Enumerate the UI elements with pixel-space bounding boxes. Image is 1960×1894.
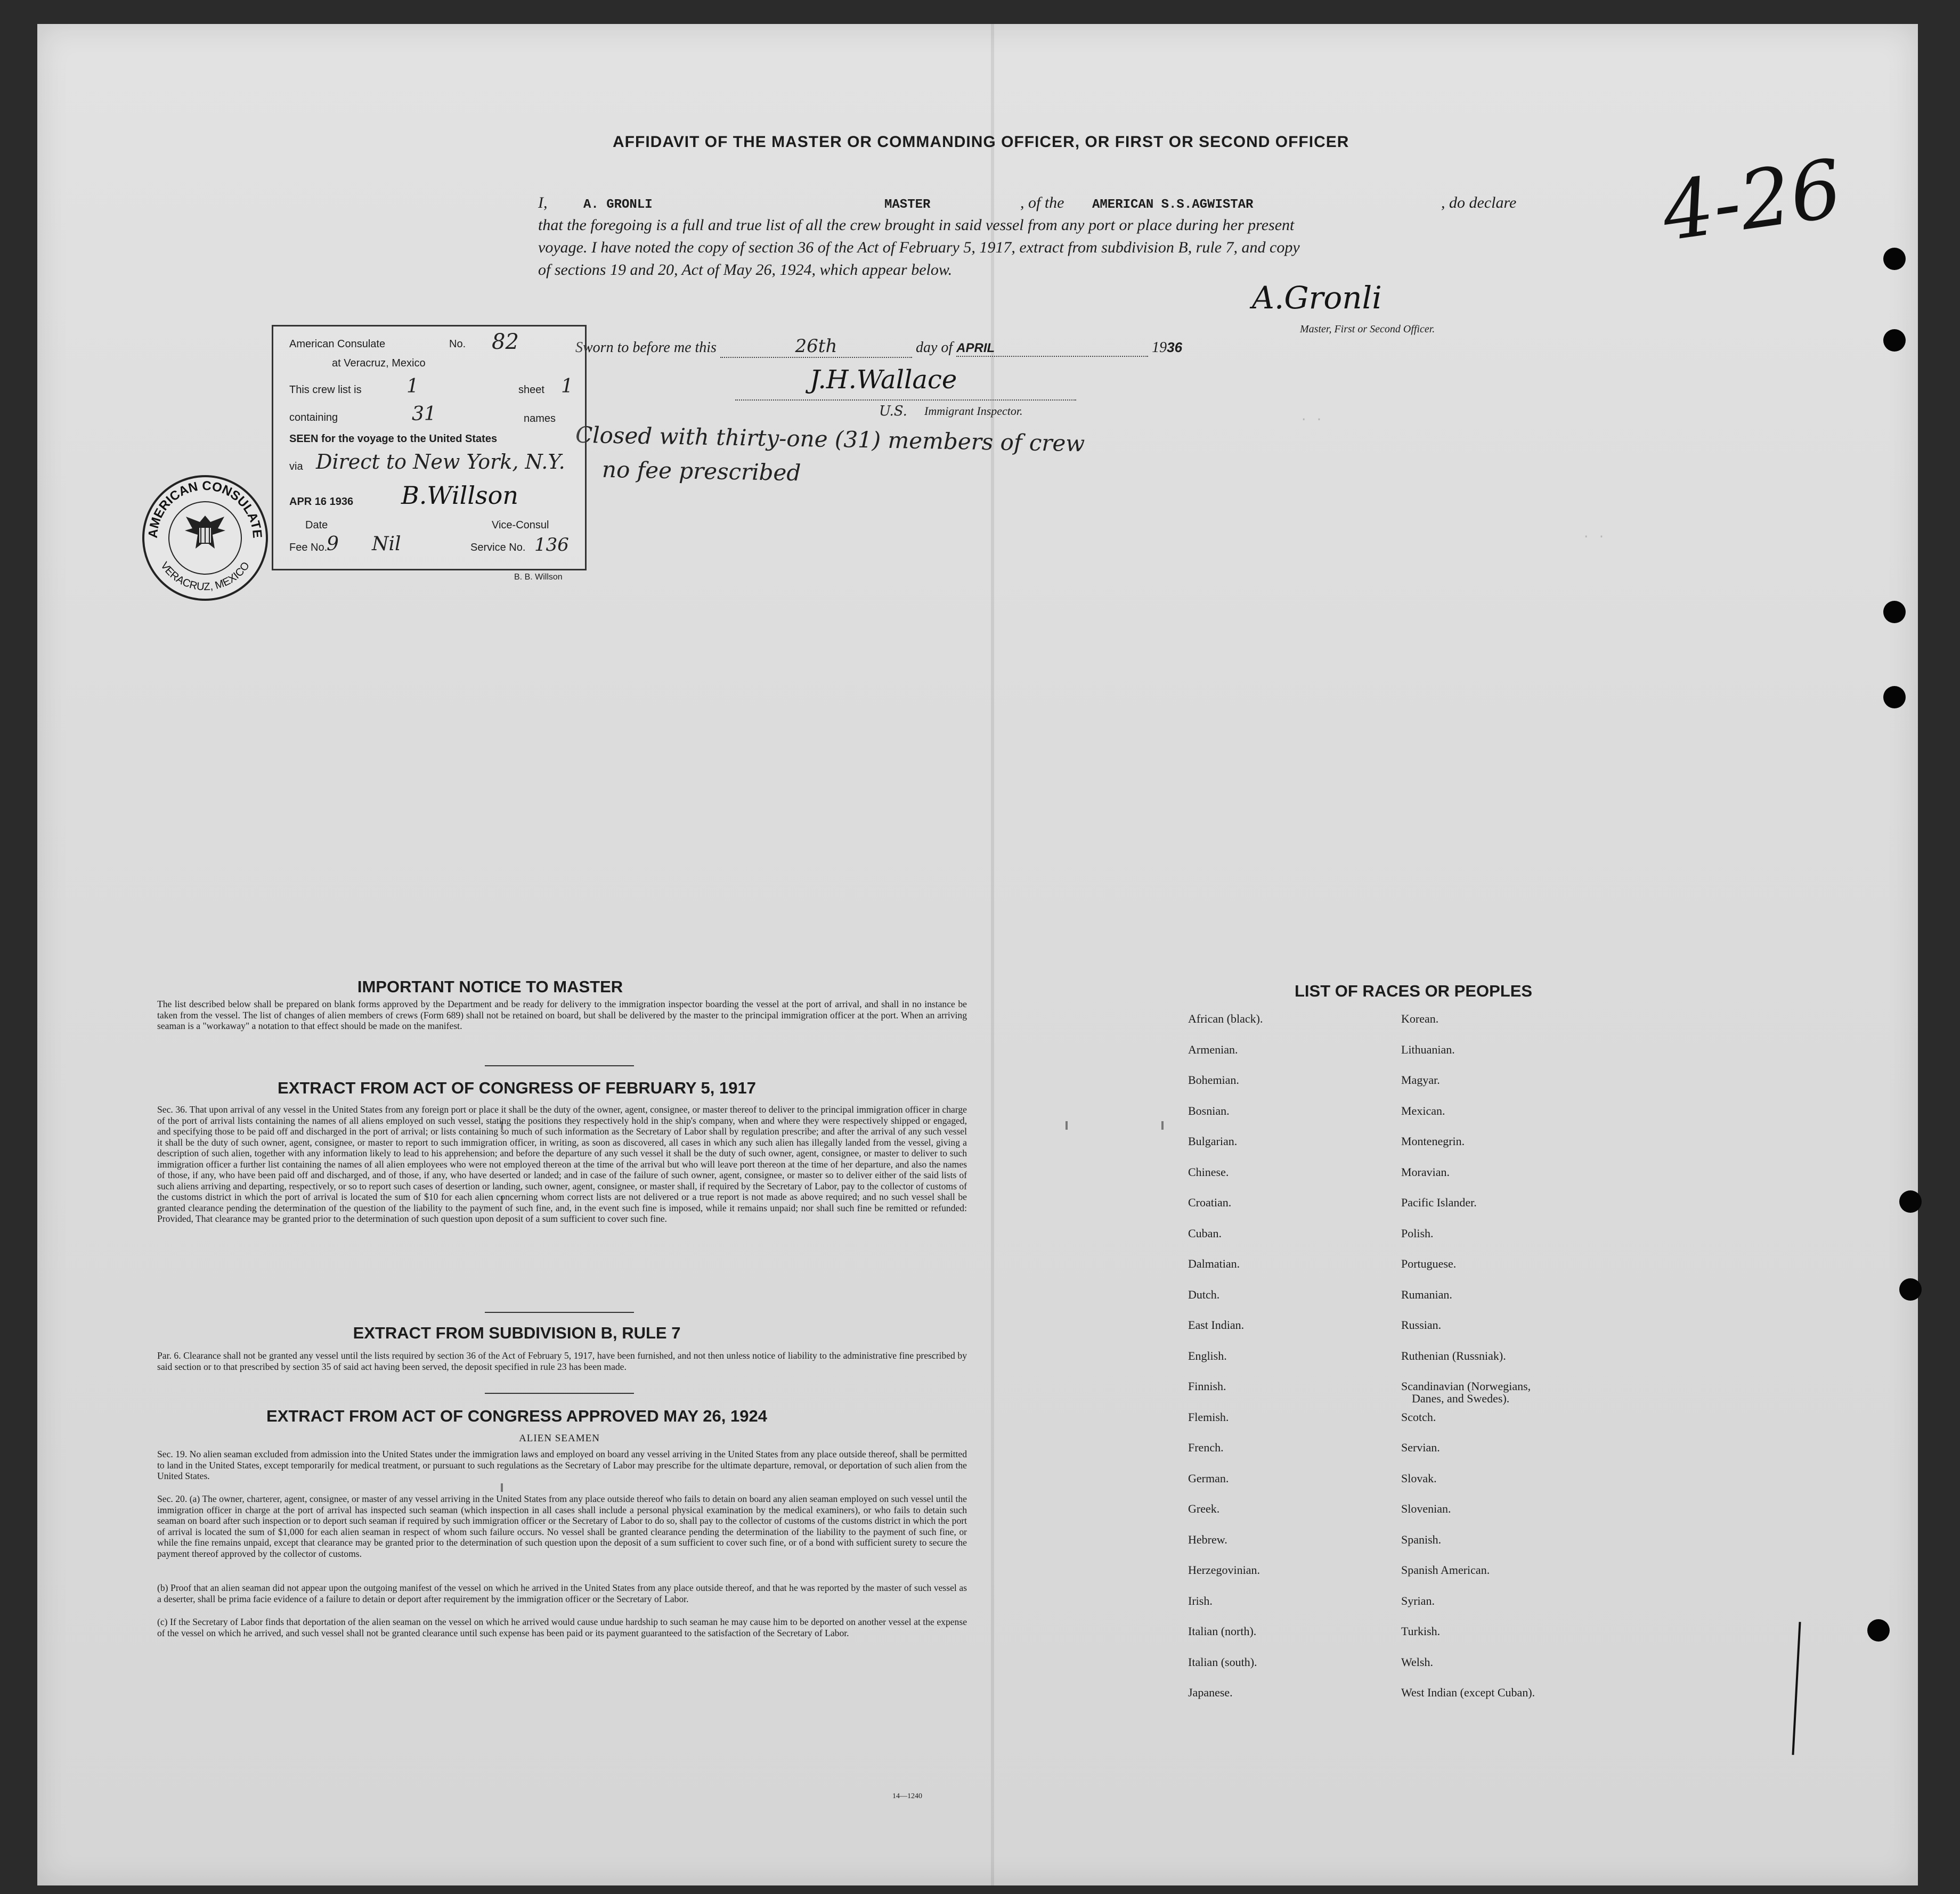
stamp-vice-consul-label: Vice-Consul bbox=[492, 519, 549, 531]
race-item: Scandinavian (Norwegians, bbox=[1401, 1379, 1531, 1393]
form-tick bbox=[501, 1196, 503, 1204]
race-item: Syrian. bbox=[1401, 1594, 1435, 1607]
race-item: French. bbox=[1188, 1441, 1224, 1454]
race-item: Servian. bbox=[1401, 1441, 1440, 1454]
seal-top-text: AMERICAN CONSULATE bbox=[145, 478, 265, 539]
race-item: Moravian. bbox=[1401, 1165, 1450, 1179]
race-item: Slovak. bbox=[1401, 1471, 1437, 1485]
stamp-via-label: via bbox=[289, 461, 303, 472]
stamp-fee-value: 9 bbox=[327, 533, 339, 555]
race-item: Bohemian. bbox=[1188, 1073, 1239, 1087]
section-divider bbox=[485, 1065, 634, 1066]
punch-hole bbox=[1883, 248, 1906, 270]
vessel-field: AMERICAN S.S.AGWISTAR bbox=[1092, 198, 1254, 212]
stamp-consulate: American Consulate bbox=[289, 338, 386, 350]
month-field: APRIL bbox=[956, 341, 1148, 357]
race-item: Dalmatian. bbox=[1188, 1257, 1240, 1270]
stamp-sheet-label: sheet bbox=[518, 384, 544, 396]
race-item: English. bbox=[1188, 1349, 1227, 1362]
stamp-date-label: Date bbox=[305, 519, 328, 531]
stamp-no-label: No. bbox=[449, 338, 466, 350]
race-item: Dutch. bbox=[1188, 1287, 1220, 1301]
race-item: Japanese. bbox=[1188, 1686, 1233, 1699]
stamp-containing-value: 31 bbox=[412, 403, 436, 425]
extract-1917-text: Sec. 36. That upon arrival of any vessel in the United States from any foreign port or place it shall be the duty of the owner, agent, consignee, or master thereof to deliver to the principal immigration officer in charge of the port of arrival lists containing the names of all aliens employed on such vessel, stating the positions they respectively hold in the ship's company, when and where they were respectively shipped or engaged, and specifying those to be paid off and discharged in the port of arrival; or lists containing so much of such information as the Secretary of Labor shall by regulation prescribe; and after the arrival of any such vessel it shall be the duty of such owner, agent, consignee, or master to report to such immigration officer, in writing, as soon as discovered, all cases in which any such alien has illegally landed from the vessel, giving a description of such alien, together with any information likely to lead to his apprehension; and before the departure of any such vessel it shall be the duty of such owner, agent, consignee, or master to deliver to such immigration officer a further list containing the names of all alien employees who were not employed thereon at the time of the arrival but who will leave port thereon at the time of her departure, and also the names of those, if any, who have been paid off and discharged, and of those, if any, who have deserted or landed; and in case of the failure of such owner, agent, consignee, or master so to deliver either of the said lists of such aliens arriving and departing, respectively, or so to report such cases of desertion or landing, such owner, agent, consignee, or master shall, if required by the Secretary of Labor, pay to the collector of customs of the customs district in which the port of arrival is located the sum of $10 for each alien concerning whom correct lists are not delivered or a true report is not made as above required; and no such vessel shall be granted clearance pending the determination of the question of the liability to the payment of such fine, and, in the event such fine is imposed, while it remains unpaid; nor shall such fine be remitted or refunded: Provided, That clearance may be granted prior to the determination of such question upon deposit of a sum sufficient to cover such fine. bbox=[157, 1104, 967, 1224]
sec20b-text: (b) Proof that an alien seaman did not appear upon the outgoing manifest of the vessel on which he arrived in the United States from any place outside thereof, and that he was reported by the master of such vessel as a deserter, shall be prima facie evidence of a failure to detain or deport after requirement by the immigration officer or the Secretary of Labor. bbox=[157, 1582, 967, 1604]
punch-hole bbox=[1899, 1190, 1922, 1213]
page-number-mark: 4-26 bbox=[1656, 142, 1848, 259]
declaration-line-2: that the foregoing is a full and true list of all the crew brought in said vessel from any port or place during her present bbox=[538, 216, 1295, 234]
race-item: Pacific Islander. bbox=[1401, 1196, 1477, 1209]
sec20c-text: (c) If the Secretary of Labor finds that deportation of the alien seaman on the vessel on which he arrived would cause undue hardship to such seaman he may cause him to be deported on another vessel at the expense of the vessel on which he arrived, and such vessel shall not be granted clearance until such expense has been paid or its payment guaranteed to the satisfaction of the Secretary of Labor. bbox=[157, 1617, 967, 1638]
declaration-line-4: of sections 19 and 20, Act of May 26, 1924, which appear below. bbox=[538, 261, 953, 279]
alien-seamen-subheading: ALIEN SEAMEN bbox=[519, 1433, 600, 1444]
race-item: East Indian. bbox=[1188, 1318, 1245, 1332]
section-divider bbox=[485, 1312, 634, 1313]
punch-hole bbox=[1867, 1619, 1890, 1642]
stamp-date: APR 16 1936 bbox=[289, 496, 354, 508]
rule7-text: Par. 6. Clearance shall not be granted any vessel until the lists required by section 36 of the Act of February 5, 1917, have been furnished, and not then unless notice of liability to the administrative fine prescribed by said section or to that prescribed by section 35 of said act having been served, the deposit specified in rule 23 has been made. bbox=[157, 1350, 967, 1372]
form-tick bbox=[501, 1121, 503, 1130]
rule7-heading: EXTRACT FROM SUBDIVISION B, RULE 7 bbox=[353, 1324, 681, 1342]
race-item: Polish. bbox=[1401, 1226, 1434, 1240]
signature-caption: Master, First or Second Officer. bbox=[1300, 323, 1435, 335]
stamp-location: at Veracruz, Mexico bbox=[332, 357, 426, 369]
year-prefix: 19 bbox=[1152, 339, 1167, 356]
page-fold bbox=[991, 24, 994, 1885]
declaration-block bbox=[538, 192, 1566, 281]
race-item: Portuguese. bbox=[1401, 1257, 1457, 1270]
notice-text: The list described below shall be prepared on blank forms approved by the Department and be ready for delivery to the immigration inspector boarding the vessel at the port of arrival, and shall in no instance be taken from the vessel. The list of changes of alien members of crews (Form 689) shall not be retained on board, but shall be delivered by the master to the principal immigration officer at the port. When an arriving seaman is a "workaway" a notation to that effect should be made on the manifest. bbox=[157, 999, 967, 1031]
stamp-crew-list-label: This crew list is bbox=[289, 384, 362, 396]
race-item: Finnish. bbox=[1188, 1379, 1226, 1393]
declaration-i: I, bbox=[538, 194, 548, 211]
race-item: Danes, and Swedes). bbox=[1412, 1392, 1510, 1405]
inspector-title: Immigrant Inspector. bbox=[924, 404, 1023, 418]
form-number: 14—1240 bbox=[892, 1792, 922, 1800]
race-item: Welsh. bbox=[1401, 1655, 1433, 1669]
race-item: Lithuanian. bbox=[1401, 1042, 1455, 1056]
race-item: Mexican. bbox=[1401, 1104, 1445, 1117]
punch-hole bbox=[1899, 1278, 1922, 1301]
punch-hole bbox=[1883, 329, 1906, 352]
race-item: Irish. bbox=[1188, 1594, 1213, 1607]
document-sheet bbox=[37, 24, 1918, 1885]
race-item: Slovenian. bbox=[1401, 1502, 1451, 1515]
handwritten-note-line-1: Closed with thirty-one (31) members of crew bbox=[575, 421, 1085, 457]
stamp-fee-label: Fee No. bbox=[289, 542, 328, 553]
master-signature: A.Gronli bbox=[1252, 280, 1382, 316]
consulate-seal bbox=[141, 474, 269, 602]
sec20a-text: Sec. 20. (a) The owner, charterer, agent, consignee, or master of any vessel arriving in the United States from any place outside thereof who fails to detain on board any alien seaman employed on such vessel until the immigration officer in charge at the port of arrival has inspected such seaman (which inspection in all cases shall include a personal physical examination by the medical examiners), or who fails to detain such seaman on board after such inspection or to deport such seaman if required by such immigration officer or the Secretary of Labor to do so, shall pay to the collector of customs of the customs district in which the port of arrival is located the sum of $1,000 for each alien seaman in respect of whom such failure occurs. No vessel shall be granted clearance pending the determination of the liability to the payment of such fine, or while the fine remains unpaid, except that clearance may be granted prior to the determination of such question upon the deposit of a sum sufficient to cover such fine, or of a bond with sufficient surety to secure the payment thereof approved by the collector of customs. bbox=[157, 1493, 967, 1559]
rank-field: MASTER bbox=[884, 198, 931, 212]
race-item: Croatian. bbox=[1188, 1196, 1232, 1209]
races-heading: LIST OF RACES OR PEOPLES bbox=[1295, 982, 1533, 1000]
stamp-containing-label: containing bbox=[289, 412, 338, 423]
race-item: Herzegovinian. bbox=[1188, 1563, 1260, 1577]
race-item: Italian (south). bbox=[1188, 1655, 1257, 1669]
stamp-consul-signature: B.Willson bbox=[401, 481, 518, 510]
race-item: Spanish. bbox=[1401, 1532, 1442, 1546]
of-the-label: , of the bbox=[1020, 194, 1064, 211]
form-tick bbox=[1066, 1121, 1068, 1130]
affidavit-title: AFFIDAVIT OF THE MASTER OR COMMANDING OFFICER, OR FIRST OR SECOND OFFICER bbox=[613, 133, 1349, 151]
race-item: Greek. bbox=[1188, 1502, 1220, 1515]
stamp-service-label: Service No. bbox=[470, 542, 526, 553]
inspector-signature-line bbox=[735, 399, 1076, 401]
race-item: African (black). bbox=[1188, 1012, 1263, 1025]
race-item: Ruthenian (Russniak). bbox=[1401, 1349, 1506, 1362]
stamp-consul-name: B. B. Willson bbox=[514, 573, 563, 582]
consulate-stamp bbox=[272, 325, 587, 570]
race-item: Korean. bbox=[1401, 1012, 1439, 1025]
race-item: Cuban. bbox=[1188, 1226, 1222, 1240]
master-name-field: A. GRONLI bbox=[583, 198, 653, 212]
do-declare-label: , do declare bbox=[1441, 194, 1517, 211]
punch-hole bbox=[1883, 686, 1906, 708]
form-tick bbox=[1161, 1121, 1164, 1130]
race-item: Scotch. bbox=[1401, 1410, 1436, 1424]
stamp-no-value: 82 bbox=[492, 330, 519, 354]
extract-1924-heading: EXTRACT FROM ACT OF CONGRESS APPROVED MAY 26, 1924 bbox=[266, 1407, 767, 1425]
sworn-day-field: 26th bbox=[720, 336, 912, 358]
declaration-line-1 bbox=[538, 192, 1566, 214]
stamp-names-label: names bbox=[524, 413, 556, 424]
section-divider bbox=[485, 1393, 634, 1394]
extract-1917-heading: EXTRACT FROM ACT OF CONGRESS OF FEBRUARY 5, 1917 bbox=[278, 1079, 756, 1097]
race-item: Montenegrin. bbox=[1401, 1134, 1465, 1148]
seal-bottom-text: VERACRUZ, MEXICO bbox=[158, 560, 252, 593]
stamp-crew-list-value: 1 bbox=[406, 375, 419, 397]
race-item: Chinese. bbox=[1188, 1165, 1229, 1179]
year-field: 36 bbox=[1167, 339, 1183, 355]
notice-heading: IMPORTANT NOTICE TO MASTER bbox=[357, 977, 623, 996]
sec19-text: Sec. 19. No alien seaman excluded from admission into the United States under the immigration laws and employed on board any vessel arriving in the United States from any place outside thereof, shall be permitted to land in the United States, except temporarily for medical treatment, or pursuant to such regulations as the Secretary of Labor may prescribe for the ultimate departure, removal, or deportation of such alien from the United States. bbox=[157, 1449, 967, 1481]
race-item: Bulgarian. bbox=[1188, 1134, 1238, 1148]
race-item: Magyar. bbox=[1401, 1073, 1440, 1087]
bleed-through-mark: · · bbox=[1300, 413, 1323, 427]
stamp-fee-amount: Nil bbox=[372, 533, 401, 555]
inspector-signature: J.H.Wallace bbox=[810, 365, 957, 395]
race-item: Armenian. bbox=[1188, 1042, 1238, 1056]
race-item: Rumanian. bbox=[1401, 1287, 1452, 1301]
sworn-label: Sworn to before me this bbox=[575, 339, 717, 356]
sworn-line bbox=[575, 336, 1182, 358]
inspector-initials: U.S. bbox=[879, 403, 907, 419]
handwritten-note-line-2: no fee prescribed bbox=[601, 456, 801, 486]
race-item: Turkish. bbox=[1401, 1624, 1441, 1638]
margin-pen-stroke bbox=[1792, 1622, 1801, 1755]
race-item: West Indian (except Cuban). bbox=[1401, 1686, 1535, 1699]
race-item: Italian (north). bbox=[1188, 1624, 1257, 1638]
form-tick bbox=[501, 1483, 503, 1492]
stamp-via-value: Direct to New York, N.Y. bbox=[316, 450, 565, 474]
bleed-through-mark: · · bbox=[1582, 530, 1606, 544]
day-of-label: day of bbox=[915, 339, 953, 356]
race-item: Spanish American. bbox=[1401, 1563, 1490, 1577]
stamp-service-value: 136 bbox=[534, 534, 569, 556]
race-item: Flemish. bbox=[1188, 1410, 1229, 1424]
punch-hole bbox=[1883, 601, 1906, 623]
race-item: German. bbox=[1188, 1471, 1229, 1485]
stamp-sheet-value: 1 bbox=[561, 375, 573, 397]
declaration-line-3: voyage. I have noted the copy of section 36 of the Act of February 5, 1917, extract from subdivision B, rule 7, and copy bbox=[538, 239, 1300, 256]
stamp-seen-label: SEEN for the voyage to the United States bbox=[289, 433, 498, 445]
race-item: Russian. bbox=[1401, 1318, 1442, 1332]
race-item: Hebrew. bbox=[1188, 1532, 1227, 1546]
race-item: Bosnian. bbox=[1188, 1104, 1230, 1117]
